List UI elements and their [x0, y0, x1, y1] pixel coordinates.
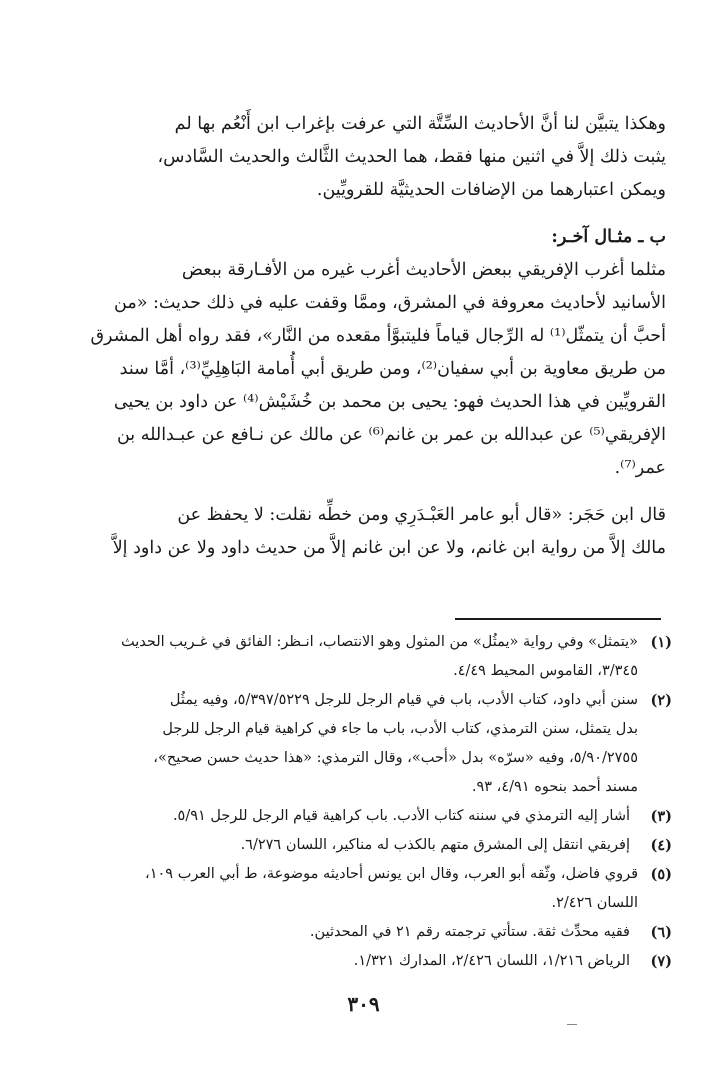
footnote-text — [72, 918, 638, 947]
text-line: ويمكن اعتبارهما من الإضافات الحديثيَّة للقرويِّين. — [316, 180, 666, 200]
footnote-line: بدل يتمثل، سنن الترمذي، كتاب الأدب، باب ما جاء في كراهية قيام الرجل للرجل — [162, 721, 638, 737]
text-line: الأسانيد لأحاديث معروفة في المشرق، وممَّا وقفت عليه في ذلك حديث: «من — [114, 293, 666, 313]
footnote-text — [72, 686, 638, 802]
text-line: القرويِّين في هذا الحديث فهو: يحيى بن محمد بن خُشَيْش⁽⁴⁾ عن داود بن يحيى — [113, 392, 666, 412]
text-line: عمر⁽⁷⁾. — [614, 458, 666, 478]
paragraph-1 — [72, 108, 666, 207]
footnote-number: (٤) — [650, 837, 672, 854]
footnote — [72, 831, 672, 860]
footnote — [72, 628, 672, 686]
scan-mark — [567, 1024, 577, 1025]
text-line: يثبت ذلك إلاَّ في اثنين منها فقط، هما الحديث الثَّالث والحديث السَّادس، — [157, 147, 666, 167]
footnote-line: إفريقي انتقل إلى المشرق متهم بالكذب له مناكير، اللسان ٦/٢٧٦. — [240, 837, 630, 853]
footnote-text — [72, 947, 638, 976]
text-line: وهكذا يتبيَّن لنا أنَّ الأحاديث السِّتَّة التي عرفت بإغراب ابن أَنْعُم بها لم — [174, 114, 666, 134]
footnote — [72, 918, 672, 947]
footnote-text — [72, 802, 638, 831]
paragraph-2 — [72, 254, 666, 485]
footnote-text — [72, 831, 638, 860]
text-line: أحبَّ أن يتمثّل⁽¹⁾ له الرِّجال قياماً فليتبوَّأ مقعده من النَّار»، فقد رواه أهل المشرق — [90, 326, 666, 346]
footnote-number: (٣) — [650, 808, 672, 825]
footnote — [72, 686, 672, 802]
text-line: مالك إلاَّ من رواية ابن غانم، ولا عن ابن غانم إلاَّ من حديث داود ولا عن داود إلاَّ — [112, 538, 666, 558]
footnote-number: (٦) — [650, 924, 672, 941]
footnote-number: (٥) — [650, 866, 672, 883]
footnote-line: الرياض ١/٢١٦، اللسان ٢/٤٢٦، المدارك ١/٣٢١. — [353, 953, 630, 969]
page-number: ٣٠٩ — [347, 992, 380, 1016]
main-text — [72, 108, 666, 565]
section-heading: ب ـ مثـال آخـر: — [551, 227, 666, 247]
text-line: قال ابن حَجَر: «قال أبو عامر العَبْـدَرِي ومن خطِّه نقلت: لا يحفظ عن — [177, 505, 666, 525]
footnote-number: (٧) — [650, 953, 672, 970]
footnote-number: (٢) — [650, 692, 672, 709]
footnote-line: قروي فاضل، وثّقه أبو العرب، وقال ابن يونس أحاديثه موضوعة، ط أبي العرب ١٠٩، — [145, 866, 638, 882]
footnote-line: اللسان ٢/٤٢٦. — [551, 895, 638, 911]
footnote-text — [72, 628, 638, 686]
text-line: من طريق معاوية بن أبي سفيان⁽²⁾، ومن طريق أبي أُمامة البَاهِلِيِّ⁽³⁾، أمَّا سند — [119, 359, 666, 379]
footnotes — [72, 628, 672, 976]
text-line: مثلما أغرب الإفريقي ببعض الأحاديث أغرب غيره من الأفـارقة ببعض — [181, 260, 666, 280]
footnote-line: فقيه محدِّث ثقة. ستأتي ترجمته رقم ٢١ في المحدثين. — [309, 924, 630, 940]
footnote-line: سنن أبي داود، كتاب الأدب، باب في قيام الرجل للرجل ٥/٣٩٧/٥٢٢٩، وفيه يمثُل — [169, 692, 638, 708]
footnote-line: أشار إليه الترمذي في سننه كتاب الأدب. باب كراهية قيام الرجل للرجل ٥/٩١. — [172, 808, 630, 824]
footnote-line: ٣/٣٤٥، القاموس المحيط ٤/٤٩. — [453, 663, 638, 679]
footnote-text — [72, 860, 638, 918]
footnote — [72, 947, 672, 976]
footnote-line: «يتمثل» وفي رواية «يمثُل» من المثول وهو الانتصاب، انـظر: الفائق في غـريب الحديث — [120, 634, 638, 650]
paragraph-3 — [72, 499, 666, 565]
footnote — [72, 802, 672, 831]
footnote-line: مسند أحمد بنحوه ٤/٩١، ٩٣. — [471, 779, 638, 795]
footnote — [72, 860, 672, 918]
text-line: الإفريقي⁽⁵⁾ عن عبدالله بن عمر بن غانم⁽⁶⁾ عن مالك عن نـافع عن عبـدالله بن — [116, 425, 666, 445]
footnote-separator — [455, 618, 661, 620]
footnote-number: (١) — [650, 634, 672, 651]
footnote-line: ٥/٩٠/٢٧٥٥، وفيه «سرّه» بدل «أحب»، وقال الترمذي: «هذا حديث حسن صحيح»، — [153, 750, 638, 766]
